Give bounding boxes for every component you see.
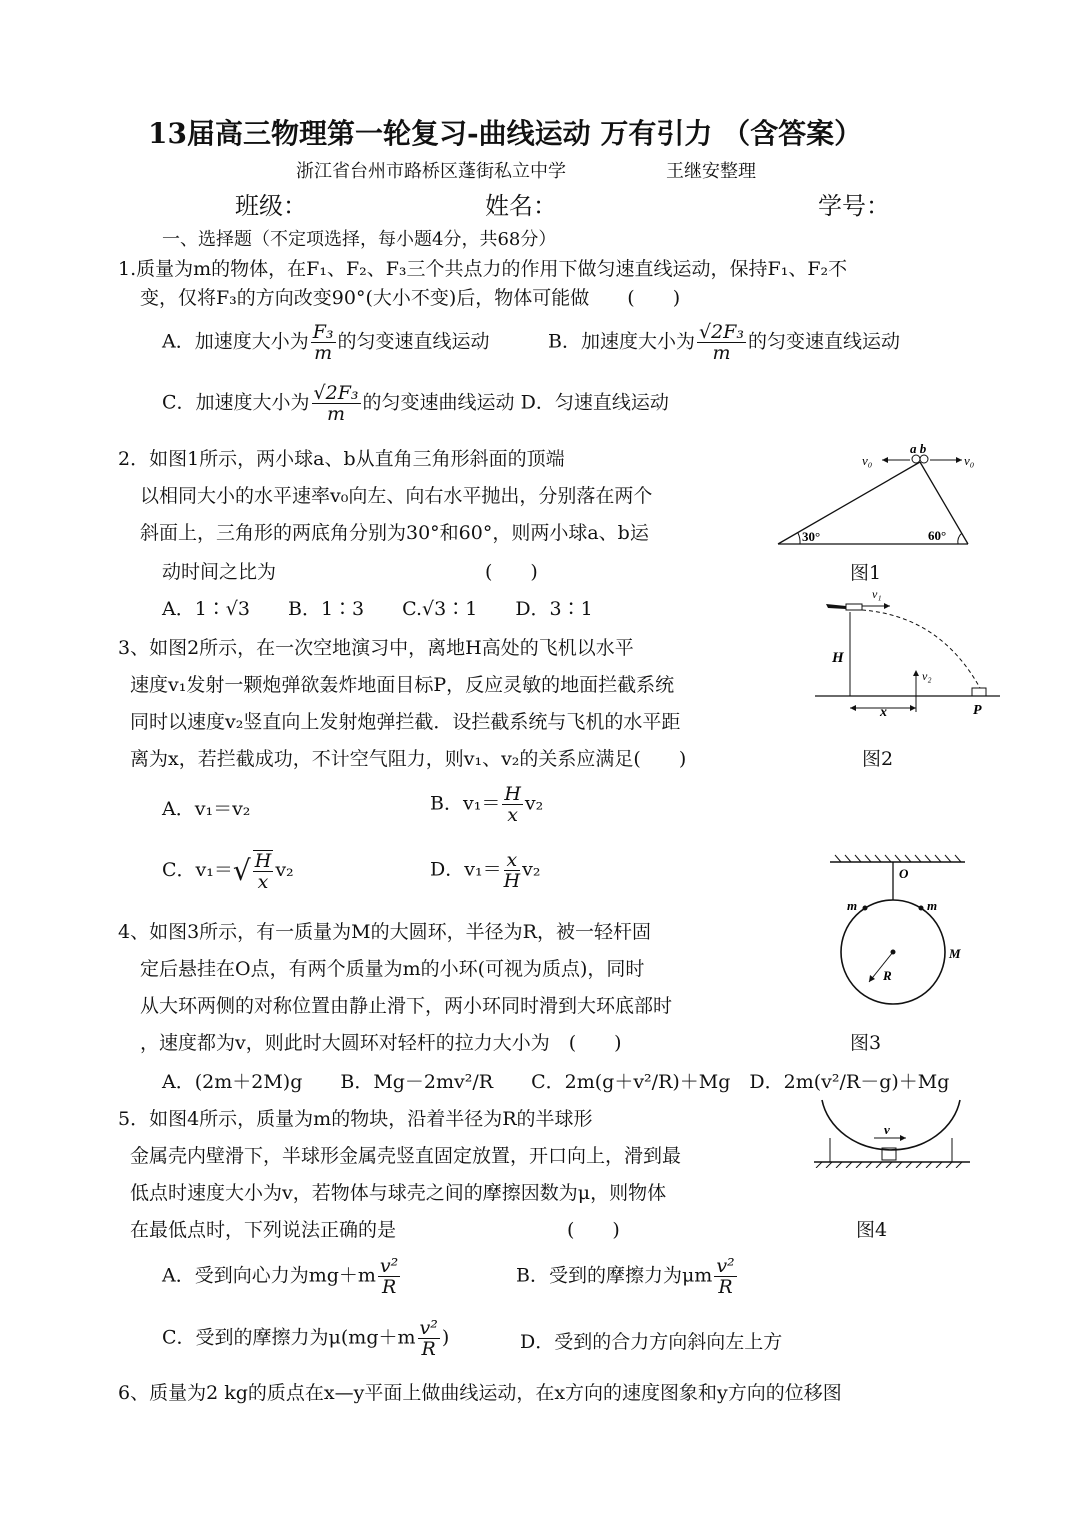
q4-line2: 定后悬挂在O点，有两个质量为m的小环(可视为质点)，同时 bbox=[140, 958, 645, 980]
q3-option-a: A．v₁＝v₂ bbox=[162, 798, 251, 820]
q4-line4: ，速度都为v，则此时大圆环对轻杆的拉力大小为 ( ) bbox=[140, 1032, 622, 1054]
fig3-O: O bbox=[899, 866, 909, 881]
fig2-v1: v₁ bbox=[872, 587, 882, 601]
q1-line1: 1.质量为m的物体，在F₁、F₂、F₃三个共点力的作用下做匀速直线运动，保持F₁、F₂不 bbox=[118, 258, 848, 280]
figure-1-label: 图1 bbox=[850, 562, 882, 584]
page-title: 13届高三物理第一轮复习-曲线运动 万有引力 （含答案） bbox=[148, 117, 863, 150]
q1-line2: 变，仅将F₃的方向改变90°(大小不变)后，物体可能做 ( ) bbox=[140, 287, 681, 309]
q3-option-b: B．v₁＝ $\frac{H}{x}$ v₂ bbox=[430, 783, 544, 826]
q1-option-c: C．加速度大小为 $\frac{\text{√2F₃}}{m}$ 的匀变速曲线运动 D．匀速直线运动 bbox=[162, 382, 669, 425]
fig1-ab: a b bbox=[910, 441, 927, 456]
q5-option-d: D．受到的合力方向斜向左上方 bbox=[520, 1331, 783, 1353]
fig4-v: v bbox=[884, 1122, 890, 1137]
fig2-x: x bbox=[880, 705, 887, 718]
q5-option-c: C．受到的摩擦力为μ(mg＋m $\frac{\text{v²}}{R}$ ) bbox=[162, 1317, 450, 1360]
q5-line3: 低点时速度大小为v，若物体与球壳之间的摩擦因数为μ，则物体 bbox=[130, 1182, 667, 1204]
fig1-v0-left: v₀ bbox=[862, 453, 873, 468]
fig1-v0-right: v₀ bbox=[964, 453, 975, 468]
fig2-P: P bbox=[973, 703, 982, 718]
fig3-M: M bbox=[949, 946, 961, 961]
section-heading: 一、选择题（不定项选择，每小题4分，共68分） bbox=[162, 229, 557, 250]
q5-option-b: B．受到的摩擦力为μm $\frac{\text{v²}}{R}$ bbox=[516, 1255, 735, 1298]
figure-2 bbox=[810, 586, 1010, 718]
q4-line1: 4、如图3所示，有一质量为M的大圆环，半径为R，被一轻杆固 bbox=[118, 921, 651, 943]
figure-1 bbox=[770, 440, 990, 550]
q3-line2: 速度v₁发射一颗炮弹欲轰炸地面目标P，反应灵敏的地面拦截系统 bbox=[130, 674, 675, 696]
name-label: 姓名： bbox=[485, 192, 557, 220]
author-name: 王继安整理 bbox=[666, 161, 756, 182]
q3-option-c: C．v₁＝√ $\frac{H}{x}$ v₂ bbox=[162, 850, 294, 893]
q5-option-a: A．受到向心力为mg＋m $\frac{\text{v²}}{R}$ bbox=[162, 1255, 399, 1298]
fig2-v2: v₂ bbox=[922, 669, 932, 683]
fig2-H: H bbox=[832, 650, 844, 666]
q3-line3: 同时以速度v₂竖直向上发射炮弹拦截．设拦截系统与飞机的水平距 bbox=[130, 711, 681, 733]
figure-3 bbox=[825, 852, 975, 1022]
fig1-angle-30: 30° bbox=[802, 529, 821, 544]
fig3-R: R bbox=[883, 968, 892, 983]
q5-line4: 在最低点时，下列说法正确的是 ( ) bbox=[130, 1219, 620, 1241]
figure-3-label: 图3 bbox=[850, 1032, 882, 1054]
q6-line1: 6、质量为2 kg的质点在x—y平面上做曲线运动，在x方向的速度图象和y方向的位移图 bbox=[118, 1382, 842, 1404]
fig3-m-right: m bbox=[927, 898, 938, 913]
q3-option-d: D．v₁＝ $\frac{x}{H}$ v₂ bbox=[430, 849, 541, 892]
figure-2-label: 图2 bbox=[862, 748, 894, 770]
q2-options: A．1∶√3 B．1∶3 C.√3∶1 D．3∶1 bbox=[162, 598, 593, 620]
q2-line3: 斜面上，三角形的两底角分别为30°和60°，则两小球a、b运 bbox=[140, 522, 649, 544]
school-name: 浙江省台州市路桥区蓬街私立中学 bbox=[296, 161, 566, 182]
q4-line3: 从大环两侧的对称位置由静止滑下，两小环同时滑到大环底部时 bbox=[140, 995, 673, 1017]
q4-options: A．(2m＋2M)g B．Mg－2mv²/R C．2m(g＋v²/R)＋Mg D．2m(v²/R－g)＋Mg bbox=[162, 1071, 950, 1093]
q1-option-b: B．加速度大小为 $\frac{\text{√2F₃}}{m}$ 的匀变速直线运动 bbox=[548, 321, 900, 364]
q3-line1: 3、如图2所示，在一次空地演习中，离地H高处的飞机以水平 bbox=[118, 637, 634, 659]
q2-line2: 以相同大小的水平速率v₀向左、向右水平抛出，分别落在两个 bbox=[140, 485, 653, 507]
student-id-label: 学号： bbox=[818, 192, 890, 220]
q3-line4: 离为x，若拦截成功，不计空气阻力，则v₁、v₂的关系应满足( ) bbox=[130, 748, 687, 770]
q2-line1: 2．如图1所示，两小球a、b从直角三角形斜面的顶端 bbox=[118, 448, 565, 470]
q5-line2: 金属壳内壁滑下，半球形金属壳竖直固定放置，开口向上，滑到最 bbox=[130, 1145, 682, 1167]
figure-4-label: 图4 bbox=[856, 1219, 888, 1241]
q1-option-a: A．加速度大小为 $\frac{\text{F₃}}{m}$ 的匀变速直线运动 bbox=[162, 321, 490, 364]
q2-line4: 动时间之比为 ( ) bbox=[162, 561, 538, 583]
class-label: 班级： bbox=[235, 192, 307, 220]
fig3-m-left: m bbox=[847, 898, 858, 913]
fig1-angle-60: 60° bbox=[928, 528, 947, 543]
q5-line1: 5．如图4所示，质量为m的物块，沿着半径为R的半球形 bbox=[118, 1108, 593, 1130]
figure-4 bbox=[810, 1098, 980, 1168]
